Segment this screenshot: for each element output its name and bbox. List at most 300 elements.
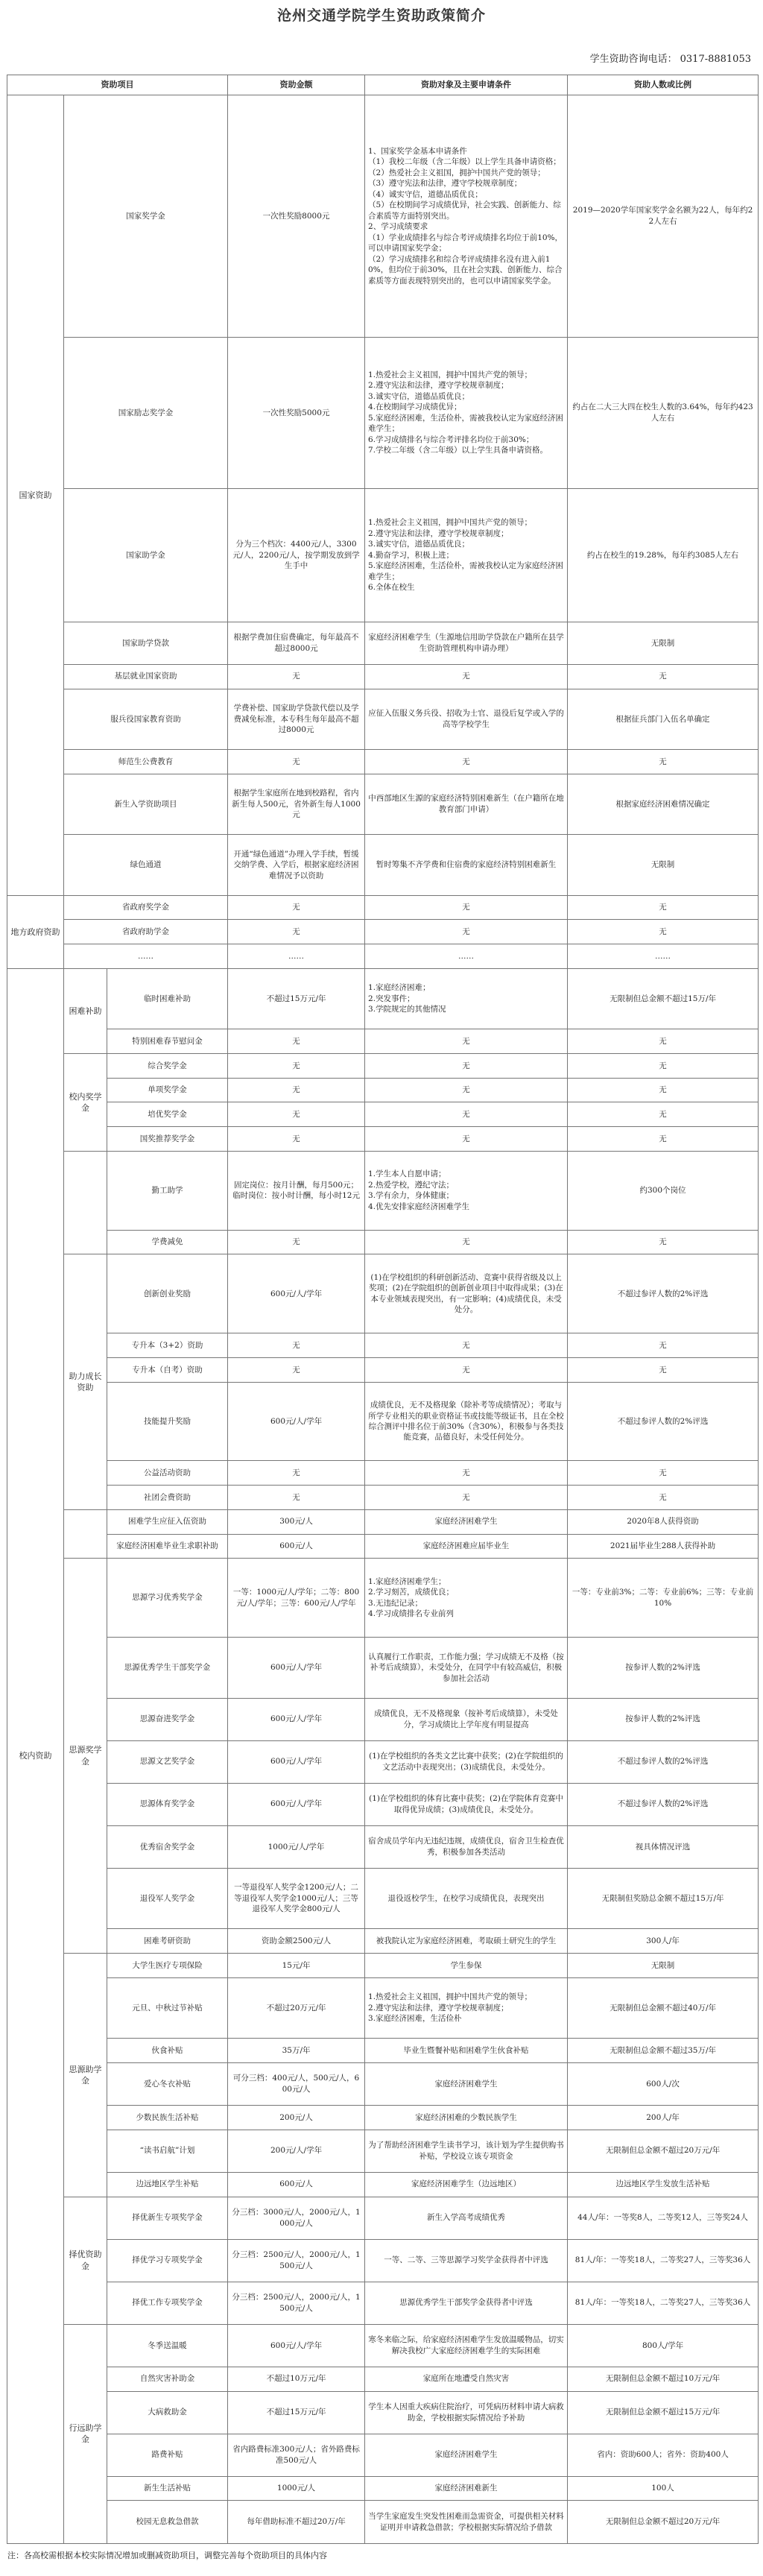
table-row [7, 1127, 759, 1152]
condition-line: 1.家庭经济困难； [368, 983, 431, 993]
project-name-cell: 择优新生专项奖学金 [107, 2197, 228, 2239]
conditions-cell [365, 1559, 568, 1638]
condition-line: 家庭经济困难应届毕业生 [422, 1541, 510, 1551]
condition-line: 一等、二等、三等思源学习奖学金获得者中评选 [384, 2255, 548, 2265]
condition-line: 无 [462, 1340, 470, 1350]
table-row [7, 2434, 759, 2476]
condition-line: 2.突发事件； [368, 994, 415, 1003]
group-name-cell: 思源奖学金 [64, 1559, 107, 1954]
quota-cell: 无限制但总金额不超过40万/年 [568, 1977, 759, 2038]
conditions-cell [365, 1078, 568, 1102]
conditions-cell [365, 1461, 568, 1486]
table-row [7, 2039, 759, 2063]
quota-cell: 600人/次 [568, 2062, 759, 2105]
condition-line: 2.遵守宪法和法律，遵守学校规章制度； [368, 528, 509, 538]
amount-cell: 一次性奖励8000元 [228, 95, 365, 338]
project-name-cell: 社团会费资助 [107, 1486, 228, 1510]
quota-cell: 无 [568, 1461, 759, 1486]
condition-line: 家庭经济困难学生 [434, 2450, 498, 2460]
project-name-cell: 择优学习专项奖学金 [107, 2239, 228, 2282]
table-row [7, 2105, 759, 2130]
quota-cell: 无 [568, 1127, 759, 1152]
table-row [7, 1102, 759, 1127]
quota-cell: 不超过参评人数的2%评选 [568, 1382, 759, 1461]
conditions-cell [365, 664, 568, 689]
quota-cell: 边远地区学生发放生活补贴 [568, 2172, 759, 2197]
condition-line: 2.学习刻苦，成绩优良； [368, 1588, 455, 1597]
project-name-cell: 省政府助学金 [64, 920, 228, 944]
condition-line: 无 [462, 1365, 470, 1374]
group-name-cell: 思源助学金 [64, 1953, 107, 2197]
header-conditions: 资助对象及主要申请条件 [365, 75, 568, 95]
quota-cell: 无 [568, 1102, 759, 1127]
conditions-cell [365, 1868, 568, 1928]
table-row [7, 1825, 759, 1868]
conditions-cell [365, 920, 568, 944]
condition-line: 无 [462, 1492, 470, 1502]
conditions-cell [365, 2476, 568, 2501]
quota-cell: 无限制但总金额不超过15万元/年 [568, 2391, 759, 2434]
group-name-cell [64, 1509, 107, 1558]
conditions-cell [365, 2239, 568, 2282]
table-row [7, 1254, 759, 1333]
conditions-cell [365, 944, 568, 969]
condition-line: 4.学习成绩排名专业前列 [368, 1609, 455, 1619]
amount-cell: 无 [228, 1053, 365, 1078]
condition-line: 当学生家庭发生突发性困难而急需资金，可提供相关材料证明并申请救急借款；学校根据实际情况给予借款 [368, 2512, 564, 2532]
condition-line: （3）遵守宪法和法律，遵守学校规章制度； [368, 179, 522, 189]
condition-line: 1.热爱社会主义祖国，拥护中国共产党的领导； [368, 1992, 533, 2002]
conditions-cell [365, 835, 568, 895]
condition-line: 3.无违纪记录； [368, 1598, 423, 1608]
group-name-cell: 行远助学金 [64, 2324, 107, 2543]
amount-cell: 600元/人/学年 [228, 1638, 365, 1698]
condition-line: （4）诚实守信，道德品质优良； [368, 189, 483, 199]
conditions-cell [365, 2434, 568, 2476]
project-name-cell: 新生生活补贴 [107, 2476, 228, 2501]
conditions-cell [365, 2391, 568, 2434]
conditions-cell [365, 1638, 568, 1698]
group-name-cell: 困难补助 [64, 968, 107, 1053]
conditions-cell [365, 750, 568, 774]
project-name-cell: 国家励志奖学金 [64, 337, 228, 488]
condition-line: 家庭经济困难学生 [434, 2079, 498, 2089]
condition-line: （5）在校期间学习成绩优异，社会实践、创新能力、综合素质等方面特别突出。 [368, 201, 561, 221]
project-name-cell: 思源学习优秀奖学金 [107, 1559, 228, 1638]
project-name-cell: 专升本（3+2）资助 [107, 1333, 228, 1358]
quota-cell: 无 [568, 1230, 759, 1254]
quota-cell: 不超过参评人数的2%评选 [568, 1740, 759, 1783]
quota-cell: 无限制 [568, 835, 759, 895]
quota-cell: 无限制 [568, 1953, 759, 1977]
project-name-cell: 大病救助金 [107, 2391, 228, 2434]
amount-cell: 分三档：2500元/人，2000元/人，1500元/人 [228, 2239, 365, 2282]
amount-cell: 15元/年 [228, 1953, 365, 1977]
table-row [7, 337, 759, 488]
table-row [7, 2391, 759, 2434]
condition-line: 学生本人因重大疾病住院治疗，可凭病历材料申请大病救助金，学校根据实际情况给予补助 [368, 2402, 564, 2422]
policy-table-wrapper [7, 75, 758, 2544]
conditions-cell [365, 1509, 568, 1534]
condition-line: 家庭经济困难学生（生源地信用助学贷款在户籍所在县学生资助管理机构申请办理） [368, 633, 564, 653]
quota-cell: 无限制但总金额不超过35万/年 [568, 2039, 759, 2063]
condition-line: 家庭经济困难的少数民族学生 [415, 2112, 517, 2122]
condition-line: 无 [462, 903, 470, 912]
amount-cell: 无 [228, 1078, 365, 1102]
conditions-cell [365, 1740, 568, 1783]
project-name-cell: 伙食补贴 [107, 2039, 228, 2063]
project-name-cell: 大学生医疗专项保险 [107, 1953, 228, 1977]
amount-cell: 无 [228, 750, 365, 774]
project-name-cell: 元旦、中秋过节补贴 [107, 1977, 228, 2038]
project-name-cell: 服兵役国家教育资助 [64, 689, 228, 749]
project-name-cell: 校园无息救急借款 [107, 2501, 228, 2544]
condition-line: (1)在学校组织的各类文艺比赛中获奖；(2)在学院组织的文艺活动中表现突出；(3)成绩优良，未受处分。 [369, 1752, 563, 1772]
project-name-cell: 培优奖学金 [107, 1102, 228, 1127]
condition-line: 2.遵守宪法和法律，遵守学校规章制度； [368, 381, 509, 391]
condition-line: …… [458, 951, 475, 961]
quota-cell: 约300个岗位 [568, 1151, 759, 1230]
header-project: 资助项目 [7, 75, 228, 95]
conditions-cell [365, 95, 568, 338]
quota-cell: 44人/年：一等奖8人，二等奖12人，三等奖24人 [568, 2197, 759, 2239]
table-row [7, 95, 759, 338]
amount-cell: 分三档：2500元/人，2000元/人，1500元/人 [228, 2282, 365, 2324]
project-name-cell: 退役军人奖学金 [107, 1868, 228, 1928]
amount-cell: 资助金额2500元/人 [228, 1929, 365, 1954]
table-header-row [7, 75, 759, 95]
condition-line: 暂时筹集不齐学费和住宿费的家庭经济特别困难新生 [376, 860, 557, 870]
section-name-cell: 校内资助 [7, 968, 64, 2543]
conditions-cell [365, 1053, 568, 1078]
conditions-cell [365, 1929, 568, 1954]
table-row [7, 1509, 759, 1534]
group-name-cell: 助力成长资助 [64, 1254, 107, 1509]
table-row [7, 2324, 759, 2367]
condition-line: 被我院认定为家庭经济困难，考取硕士研究生的学生 [376, 1936, 557, 1945]
condition-line: （2）学习成绩排名和综合考评成绩排名没有进入前10%，但均位于前30%，且在社会实践、创新能力、综合素质等方面表现特别突出的，也可以申请国家奖学金。 [368, 254, 563, 285]
quota-cell: 不超过参评人数的2%评选 [568, 1783, 759, 1825]
amount-cell: 35万/年 [228, 2039, 365, 2063]
conditions-cell [365, 968, 568, 1029]
project-name-cell: 公益活动资助 [107, 1461, 228, 1486]
project-name-cell: 专升本（自考）资助 [107, 1357, 228, 1382]
table-row [7, 664, 759, 689]
conditions-cell [365, 1534, 568, 1559]
amount-cell: 600元/人/学年 [228, 1783, 365, 1825]
table-row [7, 1534, 759, 1559]
table-row [7, 2367, 759, 2391]
amount-cell: 600元/人/学年 [228, 1740, 365, 1783]
amount-cell: 不超过10万元/年 [228, 2367, 365, 2391]
table-row [7, 1151, 759, 1230]
table-row [7, 1029, 759, 1054]
project-name-cell: “读书启航”计划 [107, 2130, 228, 2172]
quota-cell: 2020年8人获得资助 [568, 1509, 759, 1534]
table-row [7, 2130, 759, 2172]
project-name-cell: 临时困难补助 [107, 968, 228, 1029]
table-row [7, 622, 759, 664]
amount-cell: 一等：1000元/人/学年；二等：800元/人/学年；三等：600元/人/学年 [228, 1559, 365, 1638]
condition-line: 5.家庭经济困难，生活俭朴，需被我校认定为家庭经济困难学生； [368, 413, 564, 434]
condition-line: 家庭经济困难新生 [434, 2484, 498, 2493]
condition-line: 7.学校二年级（含二年级）以上学生具备申请资格。 [368, 446, 548, 455]
condition-line: 无 [462, 1036, 470, 1046]
header-quota: 资助人数或比例 [568, 75, 759, 95]
quota-cell: 无限制但总金额不超过10万元/年 [568, 2367, 759, 2391]
conditions-cell [365, 1333, 568, 1358]
condition-line: 毕业生暨餐补贴和困难学生伙食补贴 [403, 2045, 529, 2055]
table-row [7, 488, 759, 622]
policy-table [7, 75, 759, 2544]
quota-cell: 200人/年 [568, 2105, 759, 2130]
quota-cell: 根据征兵部门入伍名单确定 [568, 689, 759, 749]
conditions-cell [365, 2324, 568, 2367]
condition-line: 6.全体在校生 [368, 583, 415, 593]
amount-cell: 分为三个档次：4400元/人，3300元/人，2200元/人，按学期发放到学生手中 [228, 488, 365, 622]
table-row [7, 1698, 759, 1740]
table-row [7, 2501, 759, 2544]
conditions-cell [365, 1382, 568, 1461]
conditions-cell [365, 2062, 568, 2105]
conditions-cell [365, 2501, 568, 2544]
project-name-cell: 自然灾害补助金 [107, 2367, 228, 2391]
table-row [7, 2172, 759, 2197]
project-name-cell: 新生入学资助项目 [64, 774, 228, 834]
group-name-cell: 择优资助金 [64, 2197, 107, 2324]
condition-line: 无 [462, 1468, 470, 1478]
condition-line: 成绩优良，无不及格现象（按补考后成绩算），未受处分，学习成绩比上学年度有明显提高 [374, 1709, 558, 1729]
quota-cell: 无 [568, 664, 759, 689]
table-row [7, 1868, 759, 1928]
table-row [7, 2197, 759, 2239]
quota-cell: 无 [568, 1078, 759, 1102]
table-row [7, 1053, 759, 1078]
amount-cell: 学费补偿、国家助学贷款代偿以及学费减免标准，本专科生每年最高不超过8000元 [228, 689, 365, 749]
conditions-cell [365, 2130, 568, 2172]
project-name-cell: 思源优秀学生干部奖学金 [107, 1638, 228, 1698]
amount-cell: 无 [228, 895, 365, 920]
amount-cell: 固定岗位：按月计酬，每月500元；临时岗位：按小时计酬，每小时12元 [228, 1151, 365, 1230]
quota-cell: 81人/年：一等奖18人，二等奖27人，三等奖36人 [568, 2282, 759, 2324]
project-name-cell: 思源奋进奖学金 [107, 1698, 228, 1740]
amount-cell: 根据学费加住宿费确定，每年最高不超过8000元 [228, 622, 365, 664]
table-row [7, 2239, 759, 2282]
amount-cell: 无 [228, 1127, 365, 1152]
condition-line: 无 [462, 672, 470, 681]
quota-cell: 按参评人数的2%评选 [568, 1638, 759, 1698]
table-row [7, 1078, 759, 1102]
quota-cell: 无限制但奖励总金额不超过15万/年 [568, 1868, 759, 1928]
quota-cell: …… [568, 944, 759, 969]
table-row [7, 689, 759, 749]
project-name-cell: 基层就业国家资助 [64, 664, 228, 689]
table-row [7, 944, 759, 969]
conditions-cell [365, 1486, 568, 1510]
group-name-cell [64, 1151, 107, 1254]
project-name-cell: 国奖推荐奖学金 [107, 1127, 228, 1152]
condition-line: （1）学业成绩排名与综合考评成绩排名均位于前10%，可以申请国家奖学金； [368, 233, 563, 253]
quota-cell: 一等：专业前3%；二等：专业前6%；三等：专业前10% [568, 1559, 759, 1638]
condition-line: 3.诚实守信，道德品质优良； [368, 540, 470, 549]
amount-cell: 300元/人 [228, 1509, 365, 1534]
amount-cell: 1000元/人 [228, 2476, 365, 2501]
condition-line: (1)在学校组织的科研创新活动、竞赛中获得省级及以上奖项；(2)在学院组织的创新创业项目中取得成果；(3)在本专业领域表现突出，有一定影响；(4)成绩优良，未受处分。 [369, 1272, 563, 1315]
table-row [7, 1461, 759, 1486]
condition-line: 家庭所在地遭受自然灾害 [422, 2374, 510, 2384]
condition-line: 成绩优良，无不及格现象（除补考等成绩情况）；考取与所学专业相关的职业资格证书或技能等级证书，且在全校综合测评中排名位于前30%（含30%），积极参与各类技能竞赛，品德良好，未受任何处分。 [368, 1401, 564, 1442]
table-row [7, 774, 759, 834]
conditions-cell [365, 1977, 568, 2038]
condition-line: 3.家庭经济困难，生活俭朴 [368, 2014, 462, 2024]
conditions-cell [365, 622, 568, 664]
condition-line: 4.勤奋学习，积极上进； [368, 550, 455, 560]
section-name-cell: 地方政府资助 [7, 895, 64, 968]
project-name-cell: 困难考研资助 [107, 1929, 228, 1954]
table-row [7, 1638, 759, 1698]
quota-cell: 无 [568, 920, 759, 944]
quota-cell: 81人/年：一等奖18人，二等奖27人，三等奖36人 [568, 2239, 759, 2282]
section-name-cell: 国家资助 [7, 95, 64, 896]
condition-line: 无 [462, 757, 470, 766]
condition-line: 应征入伍服义务兵役、招收为士官、退役后复学或入学的高等学校学生 [368, 709, 564, 729]
table-row [7, 2476, 759, 2501]
quota-cell: 约占在校生的19.28%，每年约3085人左右 [568, 488, 759, 622]
condition-line: 无 [462, 1085, 470, 1095]
quota-cell: 无限制但总金额不超过20万元/年 [568, 2501, 759, 2544]
quota-cell: 无限制 [568, 622, 759, 664]
amount-cell: 200元/人 [228, 2105, 365, 2130]
amount-cell: 600元/人/学年 [228, 1698, 365, 1740]
quota-cell: 视具体情况评选 [568, 1825, 759, 1868]
page-title: 沧州交通学院学生资助政策简介 [276, 7, 486, 24]
condition-line: 寒冬来临之际，给家庭经济困难学生发放温暖物品，切实解决我校广大家庭经济困难学生的实际困难 [368, 2335, 564, 2355]
quota-cell: 2019—2020学年国家奖学金名额为22人，每年约22人左右 [568, 95, 759, 338]
conditions-cell [365, 1029, 568, 1054]
conditions-cell [365, 895, 568, 920]
condition-line: 3.诚实守信，道德品质优良； [368, 391, 470, 401]
amount-cell: 一次性奖励5000元 [228, 337, 365, 488]
condition-line: 3.学有余力，身体健康； [368, 1191, 455, 1201]
project-name-cell: 思源体育奖学金 [107, 1783, 228, 1825]
table-row [7, 750, 759, 774]
condition-line: 1.热爱社会主义祖国，拥护中国共产党的领导； [368, 370, 533, 379]
table-row [7, 1740, 759, 1783]
table-row [7, 1357, 759, 1382]
quota-cell: 省内：资助600人；省外：资助400人 [568, 2434, 759, 2476]
amount-cell: 根据学生家庭所在地到校路程，省内新生每人500元，省外新生每人1000元 [228, 774, 365, 834]
table-row [7, 1977, 759, 2038]
table-row [7, 895, 759, 920]
amount-cell: 600元/人 [228, 2172, 365, 2197]
table-row [7, 1230, 759, 1254]
project-name-cell: 爱心冬衣补贴 [107, 2062, 228, 2105]
condition-line: 4.优先安排家庭经济困难学生 [368, 1202, 470, 1211]
amount-cell: 无 [228, 1357, 365, 1382]
condition-line: 无 [462, 1110, 470, 1120]
condition-line: 1、国家奖学金基本申请条件 [368, 146, 467, 156]
condition-line: 新生入学高考成绩优秀 [427, 2213, 506, 2223]
amount-cell: 无 [228, 1029, 365, 1054]
amount-cell: 分三档：3000元/人，2000元/人，1000元/人 [228, 2197, 365, 2239]
quota-cell: 无限制但总金额不超过15万/年 [568, 968, 759, 1029]
conditions-cell [365, 2039, 568, 2063]
condition-line: 家庭经济困难学生（边远地区） [411, 2179, 522, 2189]
table-row [7, 1382, 759, 1461]
conditions-cell [365, 488, 568, 622]
conditions-cell [365, 1127, 568, 1152]
condition-line: 为了帮助经济困难学生读书学习，该计划为学生提供购书补贴，学校设立该专项资金 [368, 2141, 564, 2161]
project-name-cell: 择优工作专项奖学金 [107, 2282, 228, 2324]
quota-cell: 无 [568, 750, 759, 774]
project-name-cell: 优秀宿舍奖学金 [107, 1825, 228, 1868]
amount-cell: …… [228, 944, 365, 969]
quota-cell: 不超过参评人数的2%评选 [568, 1254, 759, 1333]
amount-cell: 600元/人/学年 [228, 1254, 365, 1333]
project-name-cell: 综合奖学金 [107, 1053, 228, 1078]
policy-table-body [7, 95, 759, 2544]
amount-cell: 无 [228, 1102, 365, 1127]
condition-line: 无 [462, 1134, 470, 1143]
amount-cell: 1000元/人/学年 [228, 1825, 365, 1868]
condition-line: 无 [462, 1061, 470, 1070]
quota-cell: 无 [568, 895, 759, 920]
amount-cell: 无 [228, 664, 365, 689]
project-name-cell: …… [64, 944, 228, 969]
conditions-cell [365, 337, 568, 488]
condition-line: 学生参保 [450, 1960, 482, 1970]
project-name-cell: 边远地区学生补贴 [107, 2172, 228, 2197]
project-name-cell: 路费补贴 [107, 2434, 228, 2476]
amount-cell: 不超过20万元/年 [228, 1977, 365, 2038]
hotline-number: 0317-8881053 [680, 54, 751, 65]
amount-cell: 不超过15万元/年 [228, 968, 365, 1029]
conditions-cell [365, 2197, 568, 2239]
condition-line: 1.学生本人自愿申请； [368, 1169, 446, 1179]
condition-line: （1）我校二年级（含二年级）以上学生具备申请资格； [368, 157, 561, 167]
table-row [7, 2062, 759, 2105]
table-row [7, 1929, 759, 1954]
conditions-cell [365, 1698, 568, 1740]
condition-line: 1.热爱社会主义祖国，拥护中国共产党的领导； [368, 518, 533, 528]
condition-line: 无 [462, 926, 470, 936]
amount-cell: 无 [228, 1230, 365, 1254]
quota-cell: 根据家庭经济困难情况确定 [568, 774, 759, 834]
amount-cell: 每年借助标准不超过20万/年 [228, 2501, 365, 2544]
project-name-cell: 创新创业奖励 [107, 1254, 228, 1333]
condition-line: 思源优秀学生干部奖学金获得者中评选 [399, 2298, 533, 2308]
amount-cell: 一等退役军人奖学金1200元/人；二等退役军人奖学金1000元/人；三等退役军人奖学金800元/人 [228, 1868, 365, 1928]
amount-cell: 600元/人/学年 [228, 1382, 365, 1461]
quota-cell: 约占在二大三大四在校生人数的3.64%，每年约423人左右 [568, 337, 759, 488]
amount-cell: 省内路费标准300元/人；省外路费标准500元/人 [228, 2434, 365, 2476]
condition-line: 认真履行工作职责，工作能力强；学习成绩无不及格（按补考后成绩算），未受处分，在同学中有较高威信，积极参加社会活动 [368, 1652, 564, 1683]
condition-line: 2.遵守宪法和法律，遵守学校规章制度； [368, 2003, 509, 2012]
hotline-label: 学生资助咨询电话： [589, 54, 677, 65]
table-row [7, 1333, 759, 1358]
condition-line: 2.热爱学校，遵纪守法； [368, 1180, 455, 1190]
condition-line: 中西部地区生源的家庭经济特别困难新生（在户籍所在地教育部门申请） [368, 794, 564, 814]
table-row [7, 920, 759, 944]
quota-cell: 无限制但总金额不超过20万元/年 [568, 2130, 759, 2172]
conditions-cell [365, 2367, 568, 2391]
project-name-cell: 学费减免 [107, 1230, 228, 1254]
condition-line: 宿舍成员学年内无违纪违规，成绩优良，宿舍卫生检查优秀，积极参加各类活动 [368, 1837, 564, 1857]
quota-cell: 无 [568, 1029, 759, 1054]
condition-line: 退役返校学生，在校学习成绩优良，表现突出 [387, 1893, 545, 1903]
condition-line: 4.在校期间学习成绩优异； [368, 402, 462, 412]
table-row [7, 2282, 759, 2324]
